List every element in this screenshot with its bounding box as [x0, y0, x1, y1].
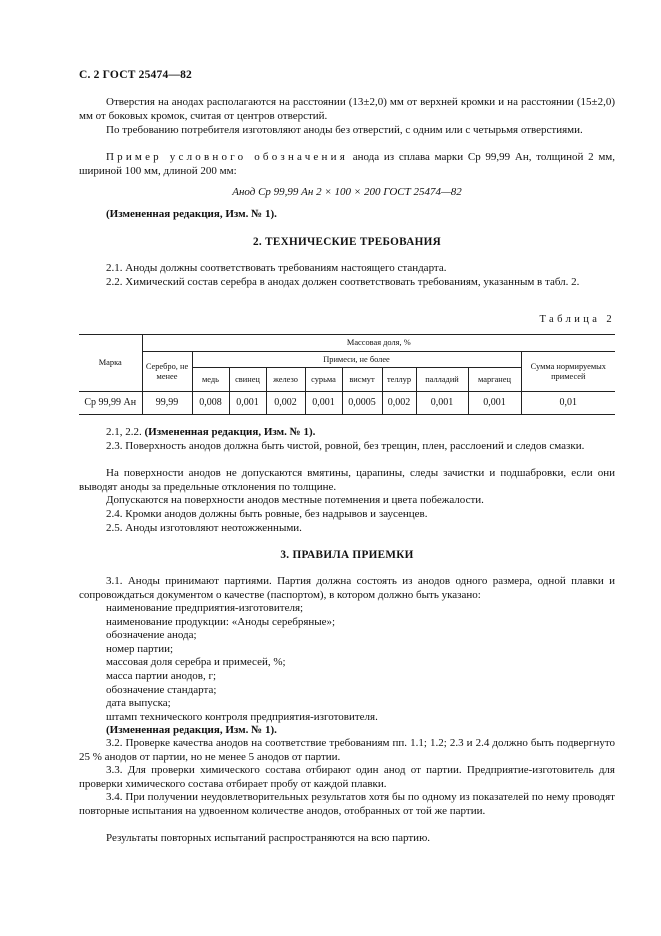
header-mass-fraction: Массовая доля, %: [142, 335, 615, 352]
cell-silver: 99,99: [142, 392, 192, 415]
table-caption: Таблица 2: [539, 314, 615, 325]
paragraph-3-2: 3.2. Проверке качества анодов на соответствие требованиям пп. 1.1; 1.2; 2.3 и 2.4 должно быть подвергнуто 25 % анодов от партии, но не менее 5 анодов от партии.: [79, 737, 615, 763]
paragraph-3-1: 3.1. Аноды принимают партиями. Партия должна состоять из анодов одного размера, одной плавки и сопровождаться документом о качестве (паспортом), в котором должно быть указано:: [79, 575, 615, 601]
header-sum: Сумма нормируемых примесей: [521, 352, 615, 392]
list-item: наименование предприятия-изготовителя;: [106, 602, 304, 614]
list-item: обозначение стандарта;: [106, 683, 217, 696]
header-bismuth: висмут: [342, 368, 382, 392]
header-mark: Марка: [79, 335, 142, 392]
table-2: [79, 334, 615, 415]
cell-copper: 0,008: [192, 392, 229, 415]
header-manganese: марганец: [468, 368, 521, 392]
cell-bismuth: 0,0005: [342, 392, 382, 415]
list-item: обозначение анода;: [106, 629, 197, 642]
header-antimony: сурьма: [305, 368, 342, 392]
table-row: [79, 392, 615, 415]
list-item: наименование продукции: «Аноды серебряные»;: [106, 615, 336, 628]
paragraph-3-3: 3.3. Для проверки химического состава отбирают один анод от партии. Предприятие-изготовитель для проверки химического состава отбирает пробу от каждой плавки.: [79, 764, 615, 790]
paragraph-3-4-result: Результаты повторных испытаний распространяются на всю партию.: [106, 832, 431, 844]
example-text: анода из сплава марки Ср 99,99 Ан, толщиной 2 мм, шириной 100 мм, длиной 200 мм:: [79, 151, 615, 177]
list-item: массовая доля серебра и примесей, %;: [106, 656, 286, 669]
paragraph-2-3-dents: На поверхности анодов не допускаются вмятины, царапины, следы зачистки и подшабровки, если они выводят аноды за предельные отклонения по толщине.: [79, 467, 615, 493]
header-tellurium: теллур: [382, 368, 416, 392]
paragraph-2-1: 2.1. Аноды должны соответствовать требованиям настоящего стандарта.: [106, 262, 447, 274]
amendment-note-3: (Измененная редакция, Изм. № 1).: [106, 724, 277, 736]
page-header: С. 2 ГОСТ 25474—82: [79, 69, 192, 81]
cell-mark: Ср 99,99 Ан: [79, 392, 142, 415]
cell-manganese: 0,001: [468, 392, 521, 415]
header-palladium: палладий: [416, 368, 468, 392]
cell-lead: 0,001: [229, 392, 266, 415]
amendment-2-1-2-2: [79, 426, 615, 440]
header-impurities: Примеси, не более: [192, 352, 521, 368]
header-lead: свинец: [229, 368, 266, 392]
paragraph-2-5: 2.5. Аноды изготовляют неотожженными.: [106, 522, 302, 534]
example-label: Пример условного обозначения: [106, 151, 348, 163]
paragraph-example: [79, 151, 615, 178]
list-item: дата выпуска;: [106, 697, 171, 710]
cell-iron: 0,002: [266, 392, 305, 415]
list-item: штамп технического контроля предприятия-изготовителя.: [106, 710, 378, 723]
paragraph-2-3-tarnish: Допускаются на поверхности анодов местные потемнения и цвета побежалости.: [106, 494, 484, 506]
amendment-note: (Измененная редакция, Изм. № 1).: [106, 208, 277, 220]
list-item: масса партии анодов, г;: [106, 669, 217, 682]
paragraph-3-4: 3.4. При получении неудовлетворительных результатов хотя бы по одному из показателей по нему проводят повторные испытания на удвоенном количестве анодов, отобранных от той же партии.: [79, 791, 615, 817]
header-copper: медь: [192, 368, 229, 392]
list-item: номер партии;: [106, 642, 174, 655]
amendment-bold: (Измененная редакция, Изм. № 1).: [144, 426, 316, 438]
cell-sum: 0,01: [521, 392, 615, 415]
section-3-title: 3. ПРАВИЛА ПРИЕМКИ: [280, 549, 414, 561]
cell-antimony: 0,001: [305, 392, 342, 415]
cell-palladium: 0,001: [416, 392, 468, 415]
section-2-title: 2. ТЕХНИЧЕСКИЕ ТРЕБОВАНИЯ: [252, 236, 442, 248]
header-iron: железо: [266, 368, 305, 392]
header-silver: Серебро, не менее: [142, 352, 192, 392]
paragraph-holes: Отверстия на анодах располагаются на расстоянии (13±2,0) мм от верхней кромки и на расстоянии (15±2,0) мм от боковых кромок, считая от центров отверстий.: [79, 96, 615, 122]
paragraph-customer-request: По требованию потребителя изготовляют аноды без отверстий, с одним или с четырьмя отверстиями.: [106, 124, 583, 136]
paragraph-2-3: 2.3. Поверхность анодов должна быть чистой, ровной, без трещин, плен, расслоений и следов смазки.: [106, 440, 585, 452]
designation-example: Анод Ср 99,99 Ан 2 × 100 × 200 ГОСТ 25474—82: [232, 186, 462, 198]
paragraph-2-4: 2.4. Кромки анодов должны быть ровные, без надрывов и заусенцев.: [106, 508, 428, 520]
amendment-prefix: 2.1, 2.2.: [106, 426, 142, 438]
passport-items-list: [79, 602, 615, 724]
paragraph-2-2: 2.2. Химический состав серебра в анодах должен соответствовать требованиям, указанным в табл. 2.: [106, 276, 580, 288]
cell-tellurium: 0,002: [382, 392, 416, 415]
